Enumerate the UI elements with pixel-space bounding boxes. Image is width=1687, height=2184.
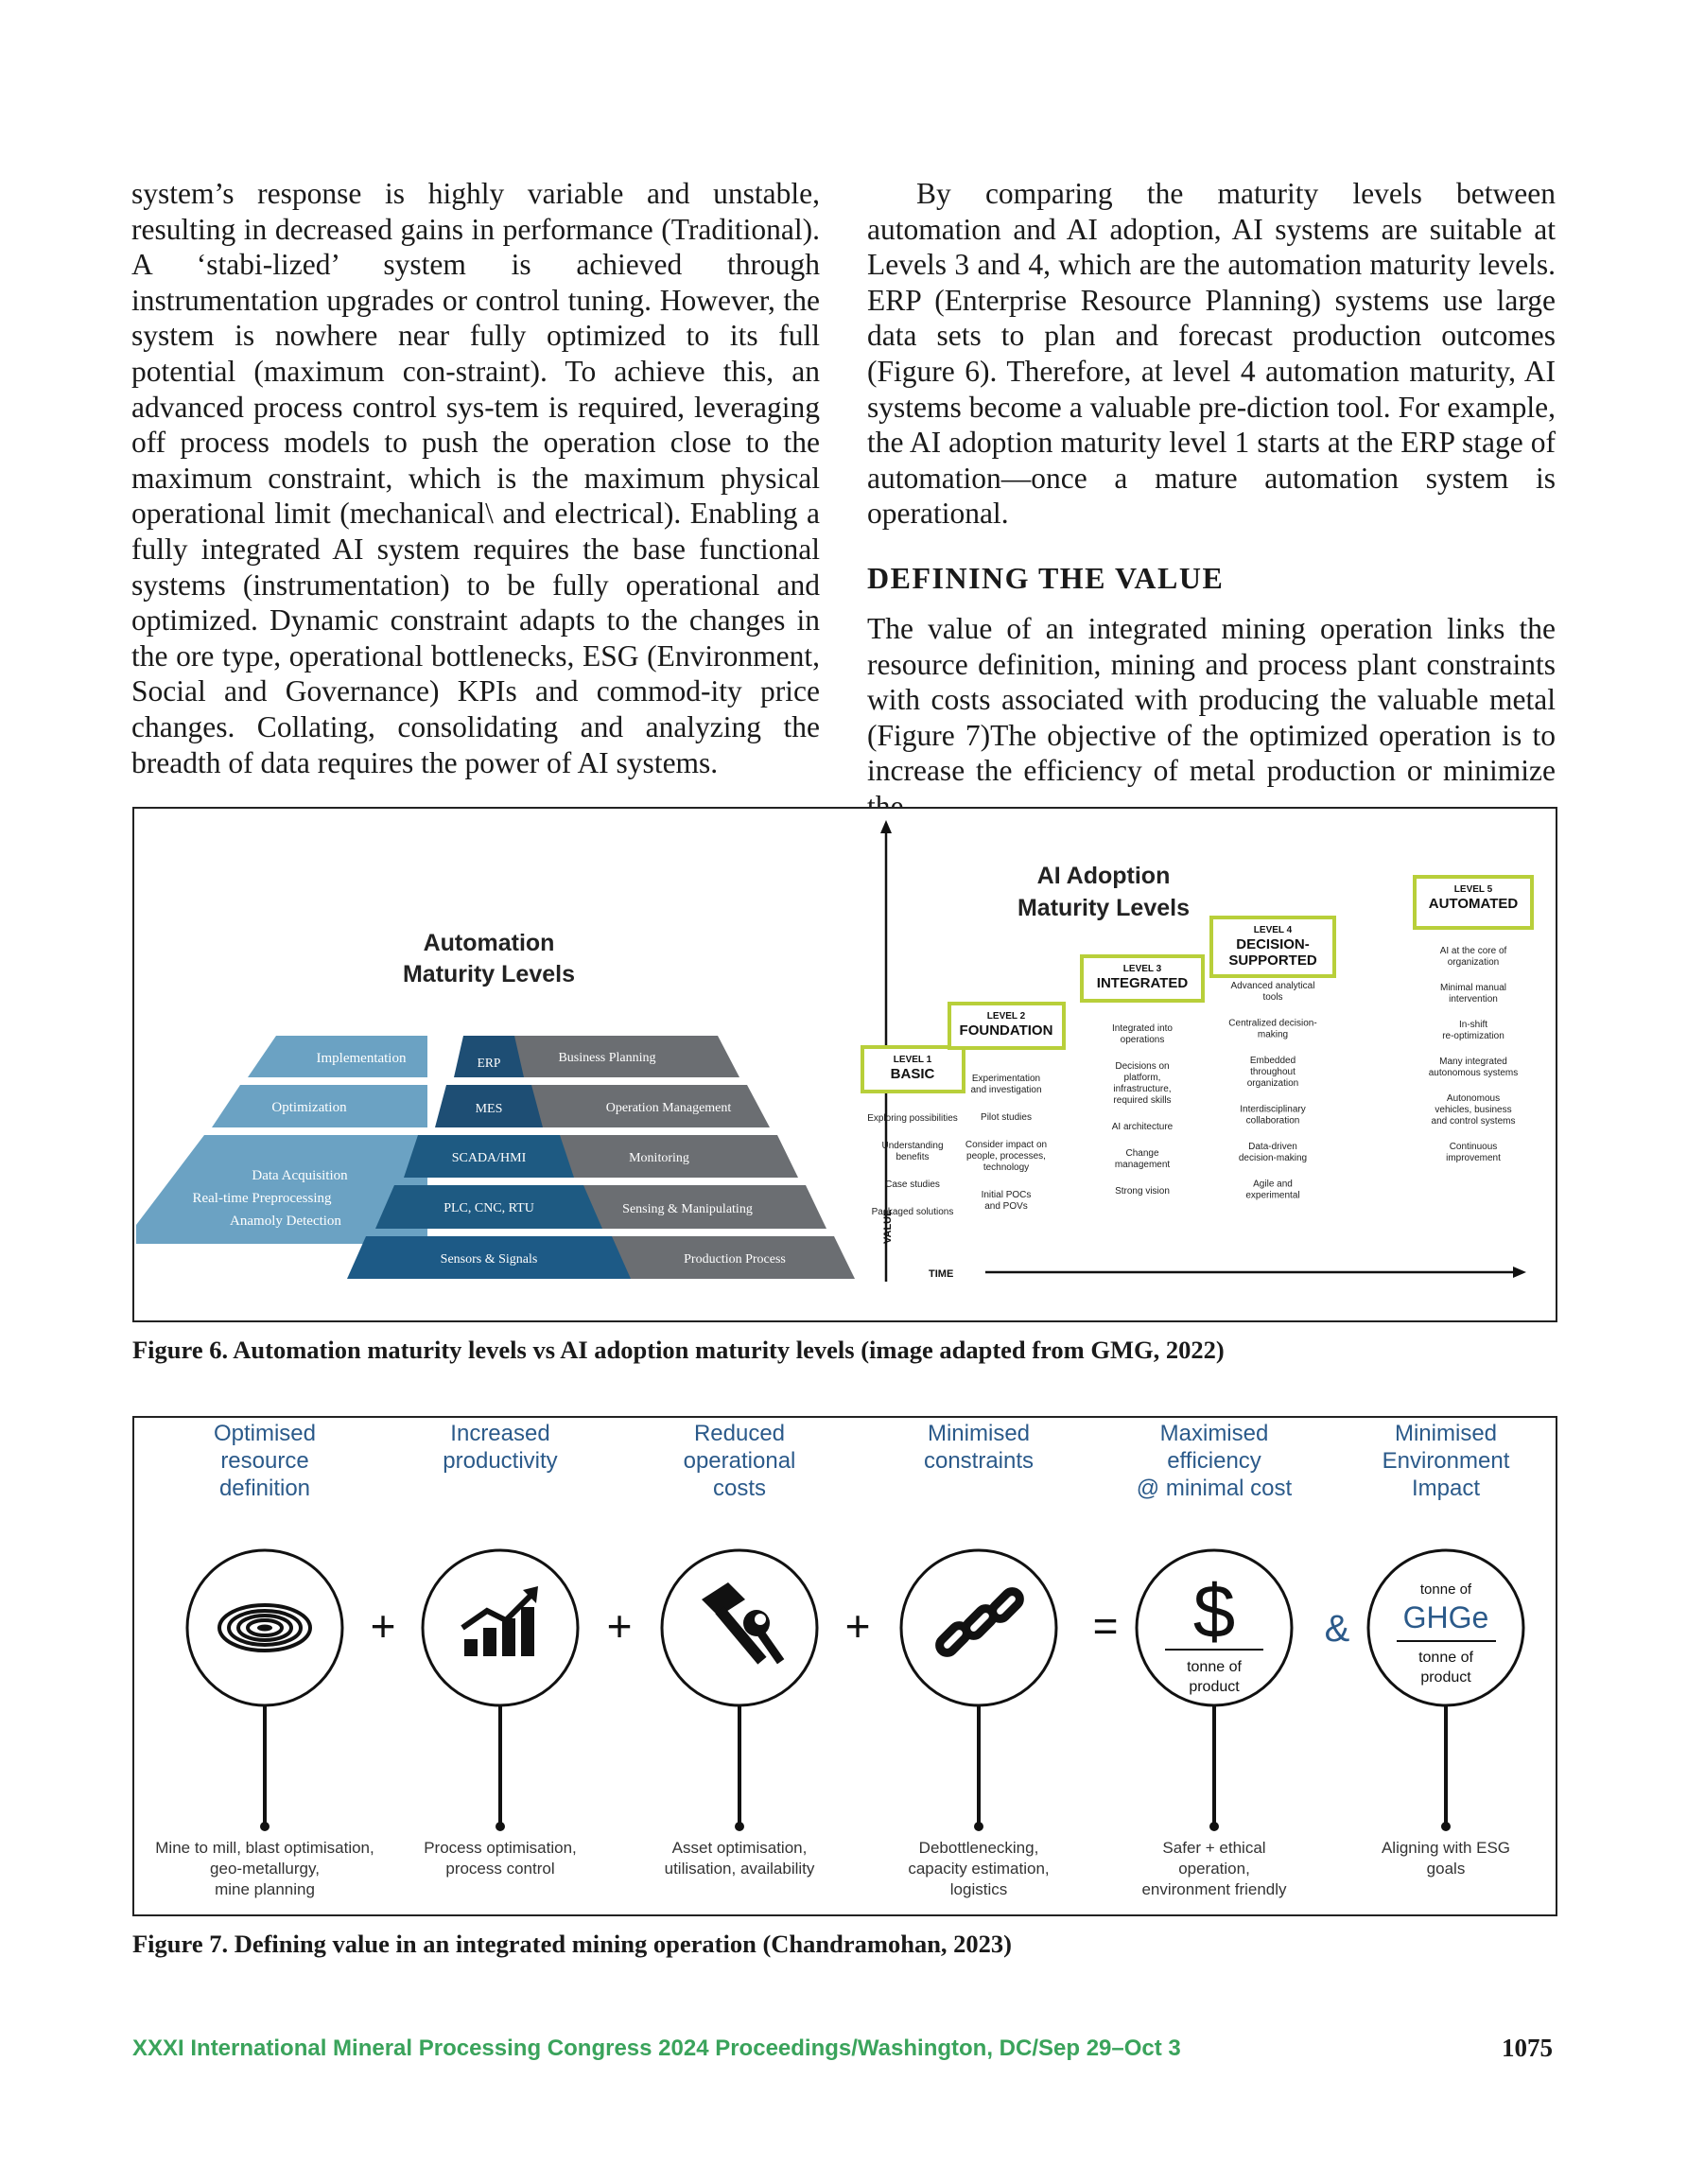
value-heading: constraints	[923, 1448, 1035, 1474]
ghg-denominator: product	[1420, 1669, 1471, 1686]
ai-level-item: Case studies	[885, 1179, 940, 1190]
ai-level-item: Pilot studies	[981, 1112, 1032, 1123]
ai-level-item: Centralized decision-	[1228, 1018, 1317, 1029]
ai-level-item: Understanding	[881, 1141, 944, 1151]
ai-level-item: AI at the core of	[1439, 946, 1507, 956]
value-heading: Reduced	[693, 1421, 786, 1446]
ai-levels	[862, 877, 1532, 1217]
value-bottom-label: Process optimisation,	[424, 1839, 577, 1857]
ai-level-item: Continuous	[1449, 1142, 1498, 1152]
auto-center-label: ERP	[477, 1056, 501, 1070]
ai-level-item: re-optimization	[1442, 1031, 1504, 1041]
value-heading: costs	[712, 1476, 767, 1501]
ai-level-name: BASIC	[890, 1066, 935, 1082]
ghg-per-tonne-icon	[1397, 1581, 1496, 1686]
ai-level-number: LEVEL 4	[1253, 925, 1293, 935]
value-bottom-label: goals	[1426, 1860, 1466, 1878]
ai-level-item: infrastructure,	[1113, 1084, 1172, 1094]
ai-level-item: people, processes,	[966, 1151, 1046, 1162]
automation-title-1: Automation	[423, 930, 555, 956]
value-bottom-label: Mine to mill, blast optimisation,	[155, 1839, 374, 1857]
ai-level-item: Experimentation	[971, 1074, 1041, 1084]
figure-7-graphic	[134, 1418, 1556, 1914]
ai-level-number: LEVEL 5	[1453, 884, 1493, 895]
data-label: Anamoly Detection	[230, 1214, 341, 1229]
auto-right-label: Operation Management	[605, 1101, 732, 1115]
ai-level-item: throughout	[1250, 1067, 1296, 1077]
ai-level-item: Integrated into	[1112, 1023, 1173, 1034]
ai-title-2: Maturity Levels	[1017, 895, 1191, 921]
dollar-icon: $	[1192, 1569, 1236, 1653]
ghg-numerator: GHGe	[1402, 1600, 1489, 1634]
value-bottom-label: process control	[445, 1860, 555, 1878]
value-bottom-label: Aligning with ESG	[1381, 1839, 1511, 1857]
ai-level-item: Minimal manual	[1439, 983, 1507, 993]
ai-level-item: organization	[1246, 1078, 1299, 1089]
dollar-denominator: product	[1189, 1679, 1240, 1695]
ai-level-item: tools	[1262, 992, 1283, 1003]
auto-right-label: Sensing & Manipulating	[622, 1202, 753, 1216]
ai-level-item: Advanced analytical	[1230, 981, 1315, 991]
time-axis-label: TIME	[929, 1268, 954, 1280]
ai-level-item: autonomous systems	[1428, 1068, 1519, 1078]
ai-level-item: management	[1114, 1160, 1171, 1170]
ai-level-item: making	[1257, 1029, 1289, 1040]
ai-level-item: intervention	[1449, 994, 1498, 1005]
value-heading: efficiency	[1167, 1448, 1261, 1474]
value-heading: Maximised	[1159, 1421, 1269, 1446]
value-heading: Environment	[1382, 1448, 1510, 1474]
value-bottom-label: Safer + ethical	[1162, 1839, 1266, 1857]
left-column	[131, 176, 820, 780]
ai-level-item: Exploring possibilities	[867, 1113, 958, 1124]
figure-6-caption: Figure 6. Automation maturity levels vs AI adoption maturity levels (image adapted from GMG, 2022)	[132, 1336, 1225, 1364]
ai-level-item: In-shift	[1458, 1020, 1488, 1030]
ghg-numerator-small: tonne of	[1419, 1581, 1472, 1598]
value-heading: Impact	[1411, 1476, 1481, 1501]
ai-level-item: AI architecture	[1111, 1122, 1174, 1132]
figure-7	[132, 1416, 1557, 1916]
ai-level-item: collaboration	[1245, 1115, 1300, 1127]
value-circle	[423, 1550, 578, 1705]
ai-level-name: DECISION-	[1236, 936, 1310, 952]
ai-level-item: Decisions on	[1115, 1061, 1170, 1072]
ai-level-item: Packaged solutions	[871, 1207, 954, 1217]
section-paragraph: The value of an integrated mining operation links the resource definition, mining and process plant constraints with costs associated with producing the valuable metal (Figure 7)The objective of the optimized operation is to increase the efficiency of metal production or minimize	[867, 611, 1556, 788]
value-stem-dot	[735, 1822, 744, 1831]
section-heading: DEFINING THE VALUE	[867, 560, 1225, 595]
plus-operator: +	[370, 1601, 396, 1651]
auto-right-label: Monitoring	[629, 1151, 689, 1165]
automation-pyramid	[136, 930, 855, 1279]
ai-level-item: and POVs	[984, 1201, 1028, 1212]
ai-level-item: Many integrated	[1439, 1057, 1507, 1067]
value-bottom-label: Debottlenecking,	[918, 1839, 1039, 1857]
right-column	[867, 176, 1556, 825]
ai-level-item: Autonomous	[1446, 1093, 1501, 1104]
value-heading: @ minimal cost	[1136, 1476, 1293, 1501]
ai-level-item: Initial POCs	[981, 1190, 1032, 1200]
auto-center-label: MES	[475, 1102, 503, 1116]
value-columns	[155, 1550, 1523, 1898]
ghg-denominator: tonne of	[1418, 1650, 1473, 1666]
value-heading: productivity	[443, 1448, 558, 1474]
value-bottom-label: geo-metallurgy,	[210, 1860, 320, 1878]
value-heading: operational	[683, 1448, 796, 1474]
value-stem-dot	[974, 1822, 983, 1831]
auto-center-label: Sensors & Signals	[440, 1252, 538, 1267]
ampersand-operator: &	[1324, 1608, 1350, 1650]
ai-level-item: Data-driven	[1248, 1142, 1297, 1152]
body-paragraph-right: By comparing the maturity levels between automation and AI adoption, AI systems are suitable at Levels 3 and 4, which are the automation maturity levels. ERP (Enterprise Resource Planning) systems use large data sets to plan and forecast production outcomes (Figure 6). Therefore, at level 4 automation maturity, AI systems become a valuable pre-diction tool. For example, the AI adoption maturity level 1 starts at the ERP stage of automation—once a mature automation system is operational.	[867, 177, 1556, 531]
value-stem-dot	[260, 1822, 270, 1831]
ai-level-item: Embedded	[1249, 1056, 1296, 1066]
ai-level-item: Consider impact on	[965, 1140, 1048, 1150]
equals-operator: =	[1092, 1601, 1119, 1651]
hammer-wrench-icon	[702, 1582, 784, 1665]
ai-adoption-chart	[862, 820, 1532, 1282]
ai-level-name: AUTOMATED	[1428, 896, 1519, 912]
body-paragraph-left: system’s response is highly variable and unstable, resulting in decreased gains in performance (Traditional). A ‘stabi-lized’ system is achieved through instrumentation upgrades or control tuning. However, the system is nowhere near fully optimized to its full potential (maximum con-straint). To achieve this, an advanced process control sys-tem is required, leveraging off process models to push the operation close to the maximum constraint, which is the maximum physical operational limit (mechanical\ and electrical). Enabling a fully integrated AI system requires the base functional systems (instrumentation) to be fully operational and optimized. Dynamic constraint adapts to the changes in the ore type, operational bottlenecks, ESG (Environment, Social and Governance) KPIs and commod-ity price changes. Collating, consolidating and analyzing the breadth of data requires the power of AI systems.	[131, 177, 820, 779]
ai-level-item: technology	[983, 1162, 1030, 1173]
value-heading: Optimised	[213, 1421, 317, 1446]
value-bottom-label: utilisation, availability	[664, 1860, 815, 1878]
growth-chart-icon	[462, 1586, 538, 1656]
data-label: Data Acquisition	[252, 1168, 348, 1183]
ai-level-number: LEVEL 1	[893, 1055, 932, 1065]
dollar-per-tonne-icon	[1165, 1569, 1263, 1695]
figure-7-caption: Figure 7. Defining value in an integrated mining operation (Chandramohan, 2023)	[132, 1930, 1013, 1958]
ai-level-item: platform,	[1123, 1073, 1161, 1083]
ai-level-item: required skills	[1113, 1095, 1172, 1106]
auto-right-label: Business Planning	[558, 1051, 656, 1065]
value-stem-dot	[496, 1822, 505, 1831]
value-heading: Minimised	[1394, 1421, 1498, 1446]
ai-level-number: LEVEL 2	[986, 1011, 1026, 1022]
value-bottom-label: environment friendly	[1141, 1880, 1287, 1898]
figure-6	[132, 807, 1557, 1322]
value-bottom-label: logistics	[949, 1880, 1008, 1898]
value-stem-dot	[1441, 1822, 1451, 1831]
ai-level-item: experimental	[1245, 1190, 1300, 1201]
value-heading: resource	[220, 1448, 309, 1474]
auto-center-label: PLC, CNC, RTU	[443, 1201, 534, 1215]
ai-level-item: Agile and	[1253, 1179, 1293, 1190]
auto-left-label: Implementation	[316, 1051, 407, 1066]
ai-level-item: organization	[1447, 957, 1500, 968]
value-bottom-label: operation,	[1178, 1860, 1250, 1878]
ai-level-item: vehicles, business	[1435, 1105, 1512, 1115]
value-axis-label: VALUE	[882, 1209, 894, 1244]
automation-title-2: Maturity Levels	[402, 961, 576, 987]
value-stem-dot	[1209, 1822, 1219, 1831]
broken-chain-icon	[936, 1588, 1022, 1655]
ai-title-1: AI Adoption	[1036, 863, 1171, 889]
ai-level-name: INTEGRATED	[1096, 975, 1189, 991]
ai-level-item: Interdisciplinary	[1240, 1104, 1306, 1115]
value-bottom-label: Asset optimisation,	[671, 1839, 808, 1857]
auto-left-label: Optimization	[271, 1100, 347, 1115]
fingerprint-icon	[219, 1605, 310, 1651]
data-label: Real-time Preprocessing	[192, 1191, 332, 1206]
value-heading: Minimised	[927, 1421, 1031, 1446]
ai-level-name: SUPPORTED	[1228, 952, 1317, 969]
ai-level-item: Strong vision	[1115, 1186, 1170, 1197]
plus-operator: +	[606, 1601, 633, 1651]
ai-level-item: operations	[1120, 1035, 1165, 1045]
ai-level-name: FOUNDATION	[959, 1022, 1053, 1039]
auto-right-label: Production Process	[684, 1252, 786, 1267]
value-headings	[214, 1421, 1510, 1501]
ai-level-item: and control systems	[1431, 1116, 1516, 1127]
footer-conference: XXXI International Mineral Processing Congress 2024 Proceedings/Washington, DC/Sep 29–Oct 3	[132, 2035, 1181, 2061]
ai-level-item: decision-making	[1238, 1153, 1308, 1163]
value-bottom-label: mine planning	[215, 1880, 315, 1898]
figure-6-graphic	[134, 809, 1556, 1320]
plus-operator: +	[844, 1601, 871, 1651]
value-heading: Increased	[450, 1421, 550, 1446]
ai-level-number: LEVEL 3	[1122, 964, 1162, 974]
value-heading: definition	[218, 1476, 311, 1501]
value-bottom-label: capacity estimation,	[908, 1860, 1050, 1878]
ai-level-item: and investigation	[970, 1085, 1042, 1095]
page-number: 1075	[1502, 2034, 1553, 2062]
ai-level-item: improvement	[1446, 1153, 1501, 1163]
ai-level-item: benefits	[896, 1152, 930, 1162]
dollar-denominator: tonne of	[1187, 1659, 1242, 1675]
ai-level-item: Change	[1125, 1148, 1159, 1159]
auto-center-label: SCADA/HMI	[451, 1151, 527, 1165]
